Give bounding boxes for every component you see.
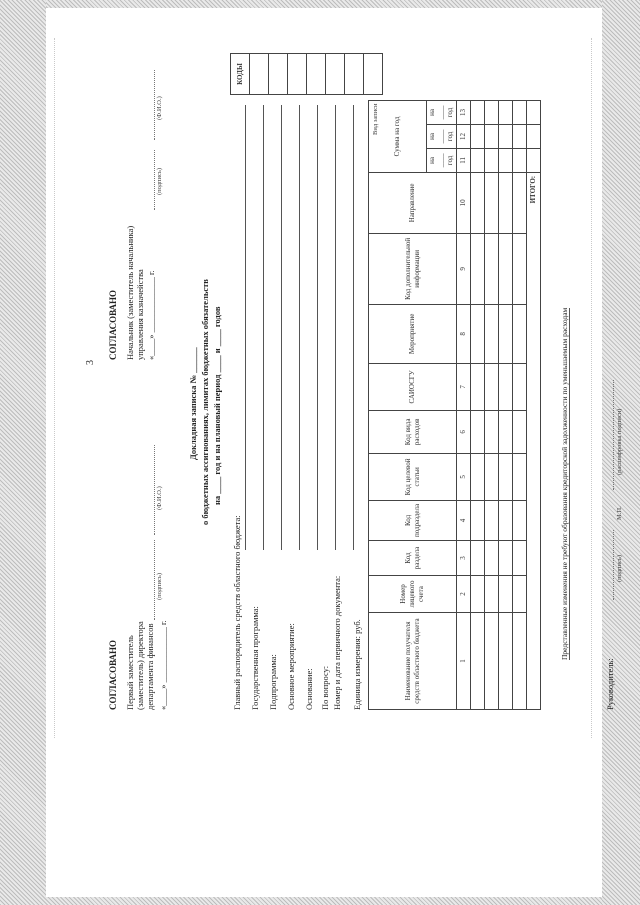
- page-number: 3: [85, 360, 96, 365]
- col-header: Код дополнительной информации: [369, 233, 457, 304]
- sum-subheader: на ____ год: [427, 101, 457, 125]
- col-header: Направление: [369, 172, 457, 233]
- col-number: 8: [457, 304, 471, 363]
- codes-header: КОДЫ: [231, 54, 250, 95]
- col-header: Код раздела: [369, 541, 457, 576]
- codes-table: [230, 53, 383, 95]
- page-border-left: [0, 0, 46, 905]
- total-row: [527, 101, 541, 710]
- sum-subheader: на ____ год: [427, 148, 457, 172]
- code-cell: [345, 54, 364, 95]
- signature-line: [154, 540, 155, 620]
- approved-left-heading: СОГЛАСОВАНО: [108, 639, 118, 710]
- col-header: Номер лицевого счета: [369, 576, 457, 613]
- field-label: Государственная программа:: [250, 606, 260, 710]
- total-label: ИТОГО:: [527, 172, 541, 709]
- approved-left-line2: (заместитель) директора: [135, 621, 145, 710]
- field-label: Основное мероприятие:: [286, 623, 296, 710]
- col-number: 11: [457, 148, 471, 172]
- fill-lines: [228, 105, 354, 550]
- footer-mp: М.П.: [616, 506, 623, 520]
- signature-line: [154, 150, 155, 210]
- col-header: Код целевой статьи: [369, 453, 457, 500]
- binding-dotted-line: [591, 38, 592, 738]
- col-header: Код подраздела: [369, 500, 457, 540]
- approved-left-caption-position: (подпись): [156, 573, 163, 600]
- table-row: [485, 101, 499, 710]
- col-number: 2: [457, 576, 471, 613]
- approved-left-date: «____» _____________ г.: [158, 620, 168, 710]
- binding-dotted-line: [54, 38, 55, 738]
- approved-right-caption-name: (Ф.И.О.): [156, 96, 163, 120]
- table-row: [457, 101, 471, 710]
- code-cell: [307, 54, 326, 95]
- table-row: [513, 101, 527, 710]
- table-row: [499, 101, 513, 710]
- col-number: 12: [457, 124, 471, 148]
- approved-left-line1: Первый заместитель: [125, 635, 135, 710]
- page-border-bottom: [0, 897, 640, 905]
- approved-left-caption-name: (Ф.И.О.): [156, 486, 163, 510]
- col-number: 5: [457, 453, 471, 500]
- col-number: 7: [457, 363, 471, 410]
- col-number: 6: [457, 410, 471, 453]
- footer-name-caption: (расшифровка подписи): [616, 408, 623, 475]
- code-cell: [269, 54, 288, 95]
- field-label: Главный распорядитель средств областного бюджета:: [232, 515, 242, 710]
- code-cell: [364, 54, 383, 95]
- footer-sig-caption: (подпись): [616, 555, 623, 582]
- expense-table: [368, 100, 541, 710]
- field-label: Основание:: [304, 668, 314, 710]
- name-line: [154, 445, 155, 535]
- name-line: [154, 70, 155, 140]
- rotated-document: [80, 50, 623, 750]
- sum-subheader: на ____ год: [427, 124, 457, 148]
- footer-head-label: Руководитель:: [605, 658, 615, 710]
- page-border-top: [0, 0, 640, 8]
- col-header: САИОСГУ: [369, 363, 457, 410]
- table-row: [471, 101, 485, 710]
- document-title: Докладная записка № ______: [188, 347, 198, 460]
- code-cell: [326, 54, 345, 95]
- approved-right-heading: СОГЛАСОВАНО: [108, 289, 118, 360]
- col-number: 3: [457, 541, 471, 576]
- col-number: 13: [457, 101, 471, 125]
- col-number: 4: [457, 500, 471, 540]
- approved-right-caption-position: (подпись): [156, 168, 163, 195]
- col-header: Наименование получателя средств областного бюджета: [369, 613, 457, 710]
- document-title-line2: о бюджетных ассигнованиях, лимитах бюджетных обязательств: [200, 279, 210, 525]
- col-number: 9: [457, 233, 471, 304]
- approved-right-line1: Начальник (заместитель начальника): [125, 225, 135, 360]
- code-cell: [250, 54, 269, 95]
- field-label: Подпрограмма:: [268, 654, 278, 710]
- approved-left-line3: департамента финансов: [145, 623, 155, 710]
- field-label: Единица измерения: руб.: [352, 619, 362, 710]
- note-text: Представленные изменения не требуют образования кредиторской задолженности по уменьшаемым расходам: [560, 307, 569, 660]
- name-line: [613, 380, 614, 490]
- col-header: Мероприятие: [369, 304, 457, 363]
- field-label: По вопросу:: [320, 665, 330, 710]
- col-number: 10: [457, 172, 471, 233]
- field-label: Номер и дата первичного документа:: [332, 575, 342, 710]
- codes-side-label: Вид записи: [372, 103, 379, 135]
- approved-right-date: «____» _____________ г.: [146, 270, 156, 360]
- approved-right-line2: управления казначейства: [135, 269, 145, 360]
- code-cell: [288, 54, 307, 95]
- col-header: Код вида расходов: [369, 410, 457, 453]
- signature-line: [613, 530, 614, 600]
- document-title-line3: на ____ год и на плановый период ____ и ____ годов: [212, 306, 222, 505]
- col-header: Сумма на год: [369, 101, 427, 173]
- col-number: 1: [457, 613, 471, 710]
